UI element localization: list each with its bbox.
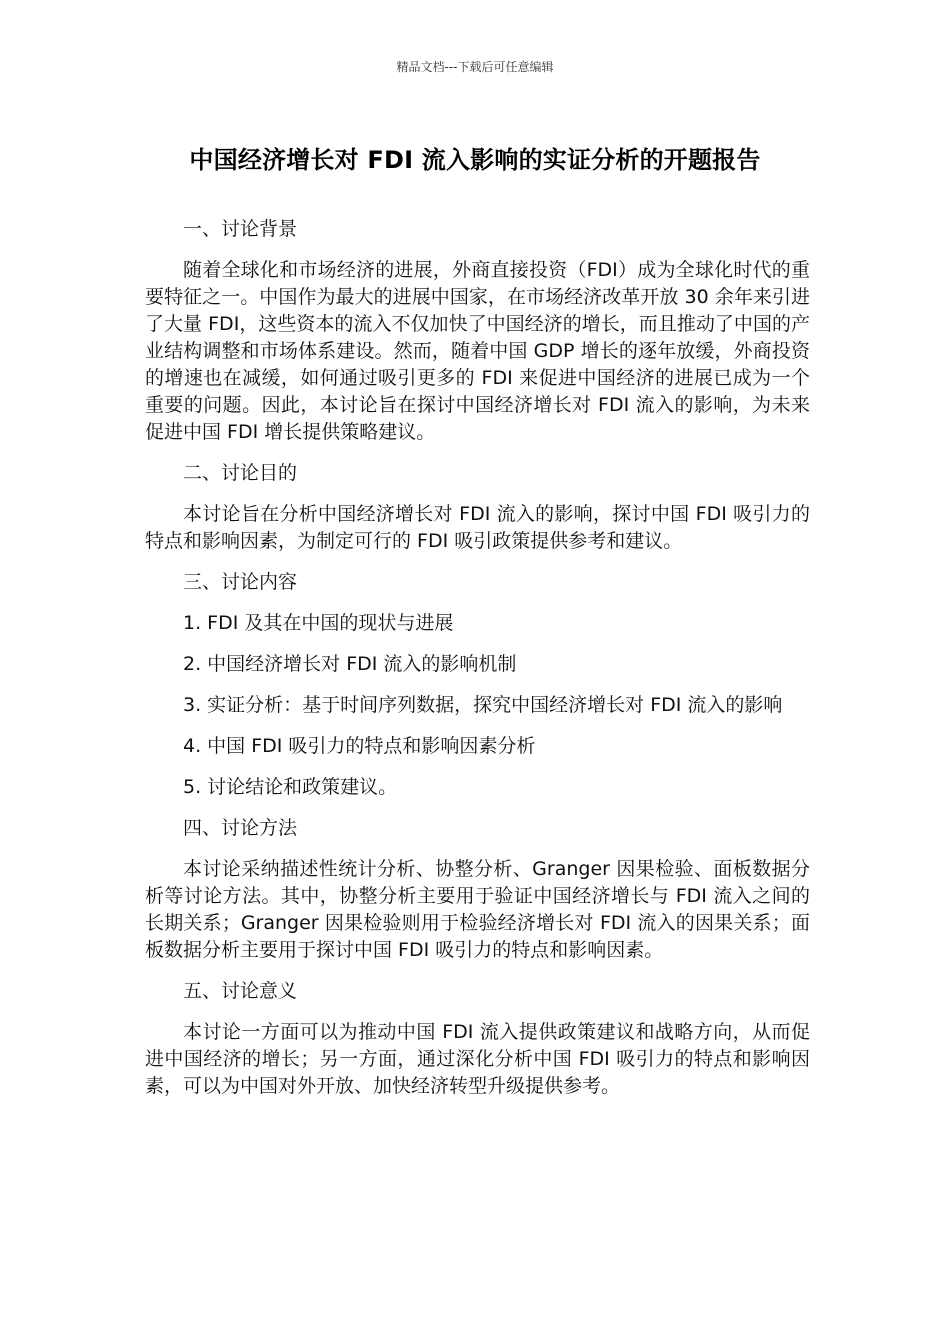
section-heading-purpose: 二、讨论目的 (183, 462, 298, 484)
document-title: 中国经济增长对 FDI 流入影响的实证分析的开题报告 (189, 146, 761, 174)
paragraph-purpose: 本讨论旨在分析中国经济增长对 FDI 流入的影响，探讨中国 FDI 吸引力的特点和影响因素，为制定可行的 FDI 吸引政策提供参考和建议。 (145, 503, 810, 552)
paragraph-significance: 本讨论一方面可以为推动中国 FDI 流入提供政策建议和战略方向，从而促进中国经济的增长；另一方面，通过深化分析中国 FDI 吸引力的特点和影响因素，可以为中国对外开放、加快经济转型升级提供参考。 (145, 1021, 810, 1097)
section-heading-content: 三、讨论内容 (183, 571, 298, 593)
paragraph-background: 随着全球化和市场经济的进展，外商直接投资（FDI）成为全球化时代的重要特征之一。中国作为最大的进展中国家，在市场经济改革开放 30 余年来引进了大量 FDI，这些资本的流入不仅加快了中国经济的增长，而且推动了中国的产业结构调整和市场体系建设。然而，随着中国 GDP 增长的逐年放缓，外商投资的增速也在减缓，如何通过吸引更多的 FDI 来促进中国经济的进展已成为一个重要的问题。因此，本讨论旨在探讨中国经济增长对 FDI 流入的影响，为未来促进中国 FDI 增长提供策略建议。 (145, 259, 810, 443)
list-item-content-2: 2. 中国经济增长对 FDI 流入的影响机制 (183, 653, 517, 675)
header-note: 精品文档---下载后可任意编辑 (396, 60, 554, 74)
list-item-content-4: 4. 中国 FDI 吸引力的特点和影响因素分析 (183, 735, 536, 757)
list-item-content-1: 1. FDI 及其在中国的现状与进展 (183, 612, 454, 634)
section-heading-background: 一、讨论背景 (183, 218, 298, 240)
paragraph-method: 本讨论采纳描述性统计分析、协整分析、Granger 因果检验、面板数据分析等讨论方法。其中，协整分析主要用于验证中国经济增长与 FDI 流入之间的长期关系；Granger 因果检验则用于检验经济增长对 FDI 流入的因果关系；面板数据分析主要用于探讨中国 FDI 吸引力的特点和影响因素。 (145, 858, 810, 961)
list-item-content-3: 3. 实证分析：基于时间序列数据，探究中国经济增长对 FDI 流入的影响 (183, 694, 783, 716)
document-body (145, 216, 810, 1114)
section-heading-significance: 五、讨论意义 (183, 980, 298, 1002)
list-item-content-5: 5. 讨论结论和政策建议。 (183, 776, 398, 798)
section-heading-method: 四、讨论方法 (183, 817, 298, 839)
